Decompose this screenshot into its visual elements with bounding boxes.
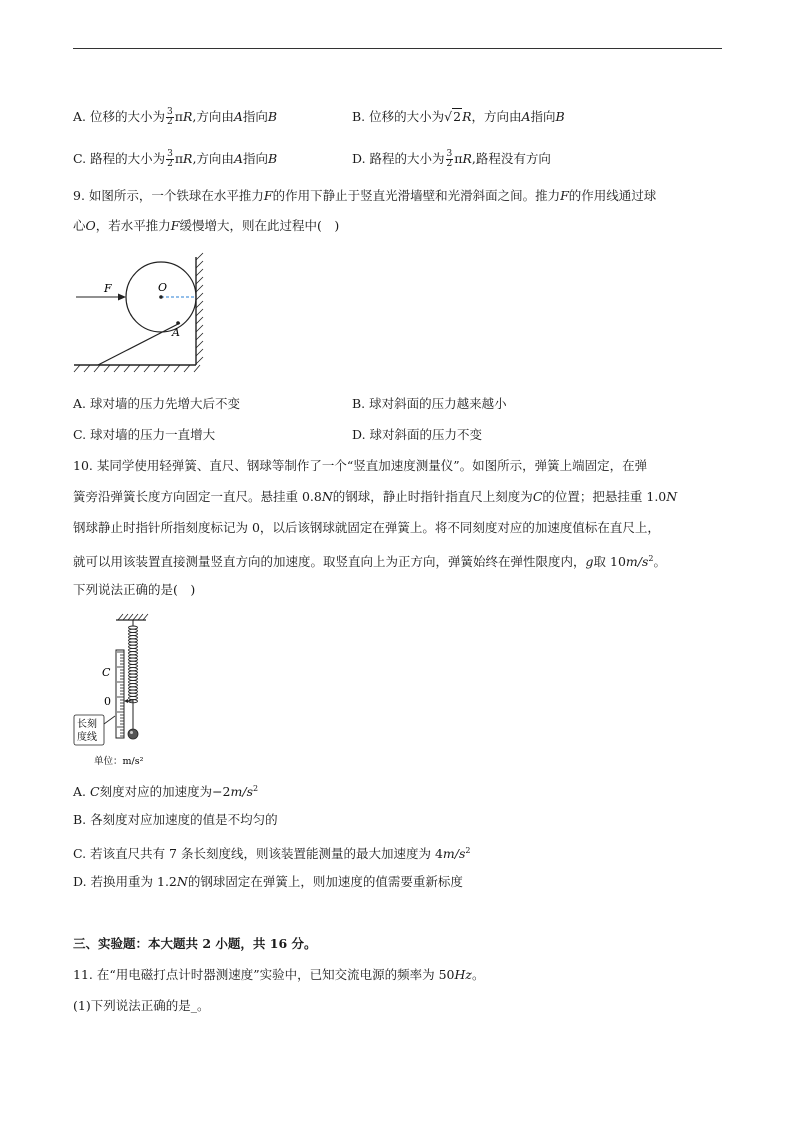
steel-ball bbox=[128, 729, 138, 739]
spring-coil bbox=[129, 668, 138, 671]
q10-sup: 2 bbox=[648, 554, 654, 563]
header-rule bbox=[73, 48, 722, 49]
spring-coil bbox=[129, 645, 138, 648]
q10-stem-line3: 钢球静止时指针所指刻度标记为 0，以后该钢球就固定在弹簧上。将不同刻度对应的加速度值标在直尺上， bbox=[73, 520, 660, 535]
q10-stem-line5: 下列说法正确的是( ) bbox=[73, 582, 196, 597]
q8-b-var-r: R bbox=[462, 109, 472, 124]
pointer-arrow bbox=[124, 699, 128, 703]
q8-c-text: C. 路程的大小为 bbox=[73, 151, 166, 166]
q9-text2: 的作用下静止于竖直光滑墙壁和光滑斜面之间。推力 bbox=[272, 188, 561, 203]
spring-coil bbox=[129, 626, 138, 629]
q9-option-d: D. 球对斜面的压力不变 bbox=[352, 427, 483, 442]
q8-b-var-b: B bbox=[555, 109, 565, 124]
q9-stem-line1 bbox=[73, 187, 656, 205]
q11-text1: 11. 在“用电磁打点计时器测速度”实验中，已知交流电源的频率为 50 bbox=[73, 967, 455, 982]
q9-var-f3: F bbox=[170, 218, 180, 233]
q8-c-text3: 指向 bbox=[242, 151, 268, 166]
spring-coil bbox=[129, 674, 138, 677]
q8-a-text2: ,方向由 bbox=[192, 109, 234, 124]
q8-b-text2: ，方向由 bbox=[471, 109, 522, 124]
center-dot bbox=[159, 295, 163, 299]
q8-a-text: A. 位移的大小为 bbox=[73, 109, 165, 124]
q8-d-text2: ,路程没有方向 bbox=[471, 151, 551, 166]
q10-unit-n2: N bbox=[666, 489, 678, 504]
q10-option-b: B. 各刻度对应加速度的值是不均匀的 bbox=[73, 812, 278, 827]
q8-option-c bbox=[73, 150, 277, 169]
q8-a-frac-num: 3 bbox=[166, 107, 173, 117]
q8-option-a bbox=[73, 108, 277, 127]
spring-coil bbox=[129, 658, 138, 661]
q10-c-sup: 2 bbox=[465, 846, 471, 855]
q8-d-pi: π bbox=[454, 151, 463, 166]
q8-b-sqrt-value: 2 bbox=[453, 109, 462, 124]
q11-unit-hz: Hz bbox=[454, 967, 473, 982]
q10-text3: 的位置；把悬挂重 1.0 bbox=[542, 489, 667, 504]
q9-text4: 心 bbox=[73, 218, 86, 233]
q8-b-text: B. 位移的大小为 bbox=[352, 109, 445, 124]
q9-var-f2: F bbox=[560, 188, 569, 203]
fig-label-f: F bbox=[104, 282, 112, 295]
fig-label-a: A bbox=[172, 326, 180, 339]
q9-option-b: B. 球对斜面的压力越来越小 bbox=[352, 396, 507, 411]
q8-option-b bbox=[352, 108, 565, 126]
q8-a-text3: 指向 bbox=[242, 109, 268, 124]
q10-text5: 取 10 bbox=[593, 554, 626, 570]
q11-text2: 。 bbox=[472, 967, 485, 982]
q8-b-sqrt-sign: √ bbox=[444, 109, 453, 124]
q8-a-pi: π bbox=[174, 109, 183, 124]
q10-a-var-c: C bbox=[89, 784, 100, 800]
q10-option-a bbox=[73, 780, 258, 801]
q9-var-o: O bbox=[85, 218, 96, 233]
incline-line bbox=[98, 323, 180, 365]
q9-text1: 9. 如图所示，一个铁球在水平推力 bbox=[73, 188, 264, 203]
spring-coil bbox=[129, 642, 138, 645]
q10-text6: 。 bbox=[653, 554, 667, 570]
q8-a-var-b: B bbox=[267, 109, 278, 124]
q9-option-a: A. 球对墙的压力先增大后不变 bbox=[73, 396, 240, 411]
q8-d-frac-den: 2 bbox=[446, 159, 453, 169]
spring-coil bbox=[129, 693, 138, 696]
q8-c-pi: π bbox=[174, 151, 184, 166]
fig-label-long-tick-1: 长刻 bbox=[77, 719, 97, 730]
fig-label-o: O bbox=[158, 281, 168, 294]
spring-coil bbox=[129, 687, 138, 690]
spring-coil bbox=[129, 690, 138, 693]
q10-text2: 的钢球，静止时指针指直尺上刻度为 bbox=[332, 489, 533, 504]
q11-sub-question-1: (1)下列说法正确的是_。 bbox=[73, 998, 210, 1013]
ceiling-hatching bbox=[118, 614, 148, 620]
q8-d-text: D. 路程的大小为 bbox=[352, 151, 445, 166]
q10-d-unit-n: N bbox=[176, 874, 188, 889]
q9-var-f: F bbox=[263, 188, 273, 203]
q10-text1: 簧旁沿弹簧长度方向固定一直尺。悬挂重 0.8 bbox=[73, 489, 322, 504]
wall-hatching bbox=[196, 253, 203, 364]
q10-var-g: g bbox=[585, 554, 594, 570]
q8-c-fraction bbox=[166, 150, 174, 169]
q10-a-sup: 2 bbox=[252, 784, 259, 793]
spring-coil bbox=[129, 664, 138, 667]
spring-coil bbox=[129, 652, 138, 655]
ground-hatching bbox=[74, 365, 200, 372]
contact-point-a bbox=[176, 321, 180, 325]
spring-coil bbox=[129, 629, 138, 632]
q8-d-frac-num: 3 bbox=[446, 149, 453, 159]
spring-coil bbox=[129, 632, 138, 635]
q10-d-text: D. 若换用重为 1.2 bbox=[73, 874, 177, 889]
spring-coils bbox=[129, 626, 138, 703]
q8-d-var-r: R bbox=[462, 151, 472, 166]
q9-text3: 的作用线通过球 bbox=[568, 188, 657, 203]
q8-a-var-a: A bbox=[233, 109, 243, 124]
spring-coil bbox=[129, 684, 138, 687]
q8-a-fraction bbox=[166, 108, 174, 127]
spring-coil bbox=[129, 696, 138, 699]
q10-option-d bbox=[73, 873, 463, 891]
q8-c-var-a: A bbox=[233, 151, 243, 166]
q10-a-unit: m/s bbox=[230, 784, 253, 800]
q10-stem-line4 bbox=[73, 550, 666, 571]
q9-ball-diagram bbox=[70, 252, 220, 377]
q8-b-var-a: A bbox=[521, 109, 531, 124]
q10-a-text: 刻度对应的加速度为−2 bbox=[99, 784, 231, 800]
spring-coil bbox=[129, 677, 138, 680]
q11-stem bbox=[73, 966, 485, 984]
q10-stem-line1: 10. 某同学使用轻弹簧、直尺、钢球等制作了一个“竖直加速度测量仪”。如图所示，弹簧上端固定，在弹 bbox=[73, 458, 648, 473]
fig-label-c: C bbox=[102, 666, 111, 679]
q10-stem-line2 bbox=[73, 488, 677, 506]
spring-coil bbox=[129, 671, 138, 674]
q9-text6: 缓慢增大，则在此过程中( ) bbox=[179, 218, 340, 233]
q10-a-prefix: A. bbox=[73, 784, 90, 800]
q9-stem-line2 bbox=[73, 217, 339, 235]
q8-c-var-r: R bbox=[183, 151, 193, 166]
section-title: 三、实验题：本大题共 2 小题，共 16 分。 bbox=[73, 936, 317, 951]
spring-coil bbox=[129, 648, 138, 651]
force-arrowhead bbox=[118, 294, 126, 301]
q10-unit-n: N bbox=[321, 489, 333, 504]
q10-d-text2: 的钢球固定在弹簧上，则加速度的值需要重新标度 bbox=[187, 874, 463, 889]
q10-option-c bbox=[73, 842, 470, 863]
fig-unit-label: 单位：m/s² bbox=[94, 756, 144, 767]
fig-label-zero: 0 bbox=[104, 695, 111, 708]
spring-coil bbox=[129, 655, 138, 658]
label-leader bbox=[104, 716, 115, 724]
q8-c-text2: ,方向由 bbox=[192, 151, 234, 166]
ball-highlight bbox=[130, 731, 133, 734]
q10-unit-ms: m/s bbox=[625, 554, 649, 570]
spring-coil bbox=[129, 636, 138, 639]
q9-option-c: C. 球对墙的压力一直增大 bbox=[73, 427, 216, 442]
q8-option-d bbox=[352, 150, 551, 169]
q8-a-var-r: R bbox=[182, 109, 193, 124]
q8-d-fraction bbox=[446, 150, 454, 169]
q10-c-unit: m/s bbox=[442, 846, 466, 862]
q8-c-frac-num: 3 bbox=[167, 149, 173, 159]
q8-c-var-b: B bbox=[267, 151, 278, 166]
q8-b-text3: 指向 bbox=[530, 109, 556, 124]
q10-var-c: C bbox=[532, 489, 543, 504]
q10-text4: 就可以用该装置直接测量竖直方向的加速度。取竖直向上为正方向，弹簧始终在弹性限度内， bbox=[73, 554, 586, 570]
q9-text5: ，若水平推力 bbox=[95, 218, 171, 233]
q10-accelerometer-diagram bbox=[70, 612, 170, 770]
q8-a-frac-den: 2 bbox=[166, 117, 173, 127]
spring-coil bbox=[129, 661, 138, 664]
spring-coil bbox=[129, 639, 138, 642]
fig-label-long-tick-2: 度线 bbox=[77, 732, 97, 743]
q8-c-frac-den: 2 bbox=[167, 159, 173, 169]
spring-coil bbox=[129, 680, 138, 683]
q10-c-text: C. 若该直尺共有 7 条长刻度线，则该装置能测量的最大加速度为 4 bbox=[73, 846, 443, 862]
